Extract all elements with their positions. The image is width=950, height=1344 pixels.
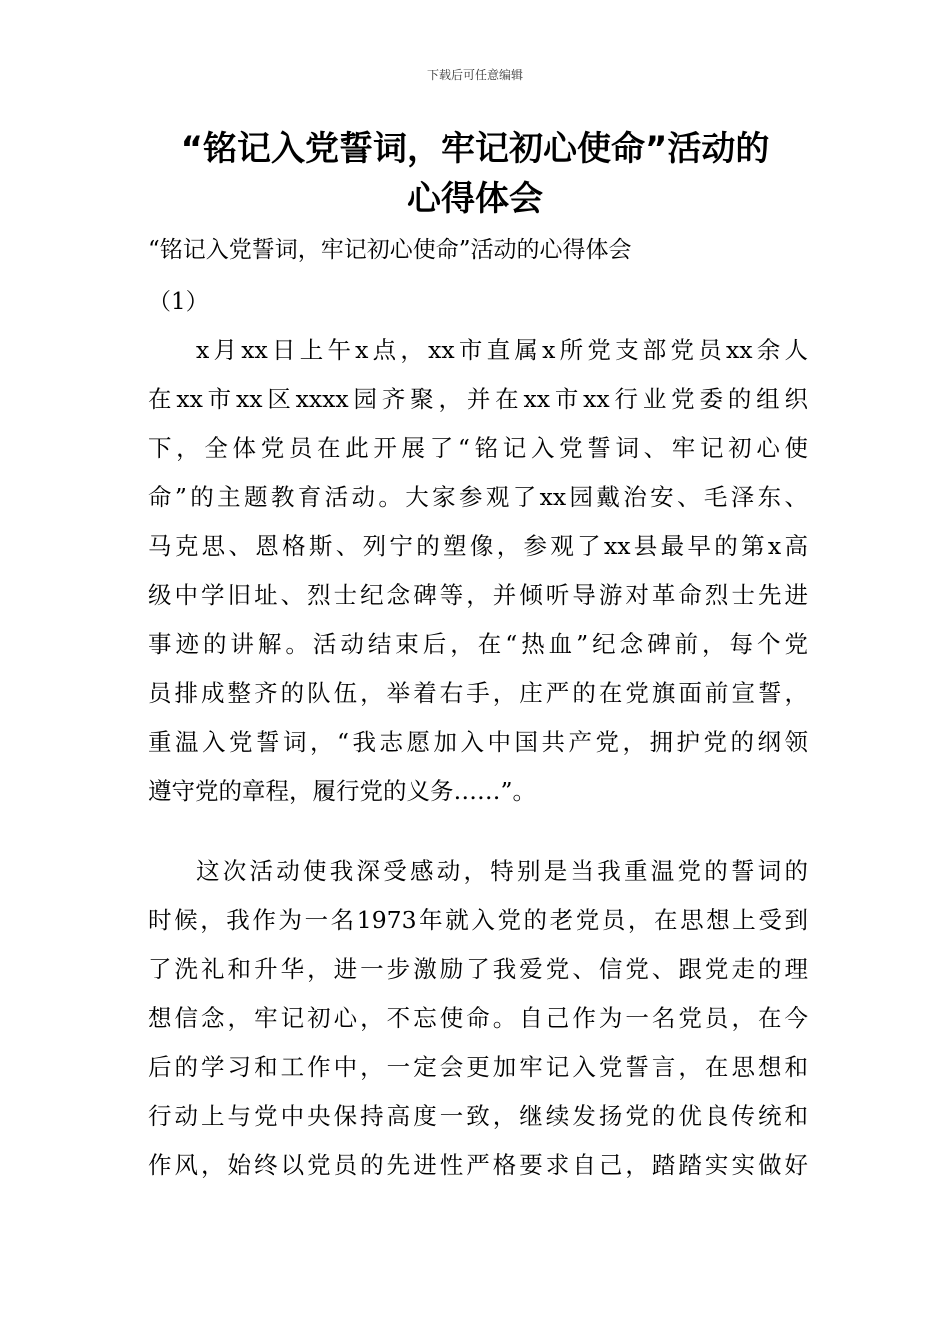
paragraph-line: 这次活动使我深受感动，特别是当我重温党的誓词的: [196, 857, 808, 885]
paragraph-line: 级中学旧址、烈士纪念碑等，并倾听导游对革命烈士先进: [148, 581, 808, 609]
paragraph-line: 命”的主题教育活动。大家参观了xx园戴治安、毛泽东、: [148, 483, 808, 511]
paragraph-line: 重温入党誓词，“我志愿加入中国共产党，拥护党的纲领: [148, 728, 808, 756]
paragraph-2: [148, 847, 808, 1190]
paragraph-1: [148, 326, 808, 816]
document-title: [140, 124, 810, 224]
paragraph-line: 了洗礼和升华，进一步激励了我爱党、信党、跟党走的理: [148, 955, 808, 983]
title-line-2: 心得体会: [407, 179, 543, 219]
paragraph-line: 作风，始终以党员的先进性严格要求自己，踏踏实实做好: [148, 1151, 808, 1179]
paragraph-line: 行动上与党中央保持高度一致，继续发扬党的优良传统和: [148, 1102, 808, 1130]
paragraph-line: 后的学习和工作中，一定会更加牢记入党誓言，在思想和: [148, 1053, 808, 1081]
paragraph-line: 时候，我作为一名1973年就入党的老党员，在思想上受到: [148, 906, 808, 934]
paragraph-line: 想信念，牢记初心，不忘使命。自己作为一名党员，在今: [148, 1004, 808, 1032]
paragraph-line: 下，全体党员在此开展了“铭记入党誓词、牢记初心使: [148, 434, 808, 462]
paragraph-line: x月xx日上午x点，xx市直属x所党支部党员xx余人: [196, 336, 808, 364]
header-note: 下载后可任意编辑: [426, 68, 523, 82]
document-subtitle: “铭记入党誓词，牢记初心使命”活动的心得体会: [148, 237, 632, 263]
title-line-1: “铭记入党誓词，牢记初心使命”活动的: [180, 129, 770, 169]
paragraph-line: 遵守党的章程，履行党的义务……”。: [148, 777, 537, 805]
paragraph-line: 在xx市xx区xxxx园齐聚，并在xx市xx行业党委的组织: [148, 385, 808, 413]
paragraph-line: 员排成整齐的队伍，举着右手，庄严的在党旗面前宣誓，: [148, 679, 808, 707]
paragraph-line: 马克思、恩格斯、列宁的塑像，参观了xx县最早的第x高: [148, 532, 808, 560]
section-number: （1）: [148, 289, 209, 315]
paragraph-line: 事迹的讲解。活动结束后，在“热血”纪念碑前，每个党: [148, 630, 808, 658]
